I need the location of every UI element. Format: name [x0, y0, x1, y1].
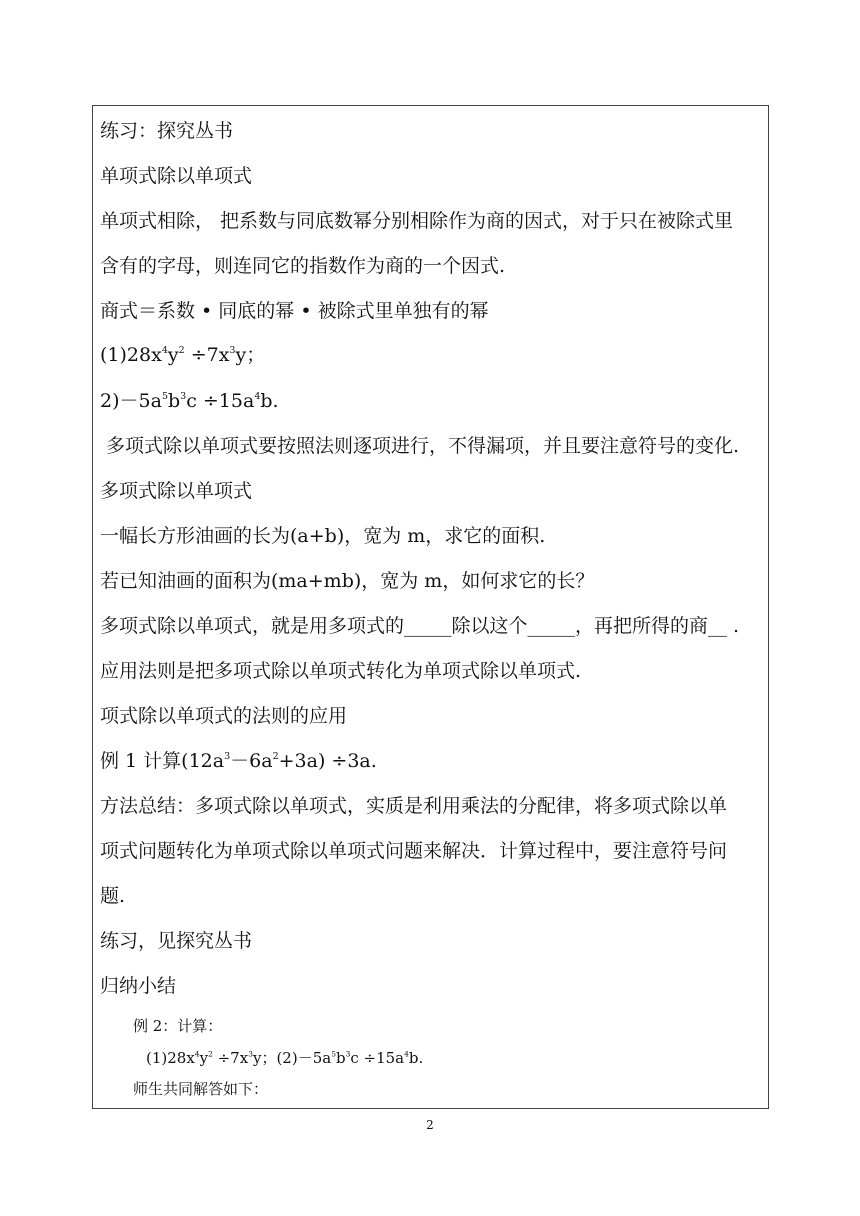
- section-heading-polynomial-division: 多项式除以单项式: [100, 480, 253, 502]
- page-number: 2: [426, 1118, 434, 1132]
- example-2-title: 例 2：计算：: [133, 1017, 223, 1035]
- practice-reference: 练习，见探究丛书: [100, 930, 253, 952]
- section-heading-monomial-division: 单项式除以单项式: [100, 165, 253, 187]
- method-summary-line-3: 题.: [100, 885, 126, 907]
- painting-length-question: 若已知油画的面积为(ma+mb)，宽为 m，如何求它的长？: [100, 570, 595, 592]
- fill-in-rule: 多项式除以单项式，就是用多项式的_____除以这个_____，再把所得的商__ .: [100, 615, 740, 637]
- quotient-formula: 商式＝系数 • 同底的幂 • 被除式里单独有的幂: [100, 300, 489, 322]
- example-2-answer-intro: 师生共同解答如下：: [133, 1080, 269, 1098]
- example-2-problems: $(1)28x^4y^2 \div 7x^3y$；$(2)-5a^5b^3c \div 15a^4b$.: [146, 1049, 424, 1067]
- painting-area-question: 一幅长方形油画的长为(a+b)，宽为 m，求它的面积.: [100, 525, 546, 547]
- rule-text-line-1: 单项式相除， 把系数与同底数幂分别相除作为商的因式，对于只在被除式里: [100, 210, 734, 232]
- equation-1: $(1)28x^4y^2 \div 7x^3y$；: [100, 344, 266, 366]
- application-heading: 项式除以单项式的法则的应用: [100, 705, 348, 727]
- example-1: 例 1 计算$(12a^3-6a^2+3a) \div 3a$.: [100, 750, 377, 772]
- method-summary-line-2: 项式问题转化为单项式除以单项式问题来解决．计算过程中，要注意符号问: [100, 840, 728, 862]
- summary-heading: 归纳小结: [100, 975, 177, 997]
- polynomial-rule-note: 多项式除以单项式要按照法则逐项进行，不得漏项，并且要注意符号的变化.: [106, 435, 740, 457]
- equation-2: $2)-5a^5b^3c \div 15a^4b$.: [100, 390, 279, 412]
- exercise-title: 练习：探究丛书: [100, 120, 234, 142]
- method-summary-line-1: 方法总结：多项式除以单项式，实质是利用乘法的分配律，将多项式除以单: [100, 795, 728, 817]
- rule-application-note: 应用法则是把多项式除以单项式转化为单项式除以单项式.: [100, 660, 582, 682]
- rule-text-line-2: 含有的字母，则连同它的指数作为商的一个因式.: [100, 255, 506, 277]
